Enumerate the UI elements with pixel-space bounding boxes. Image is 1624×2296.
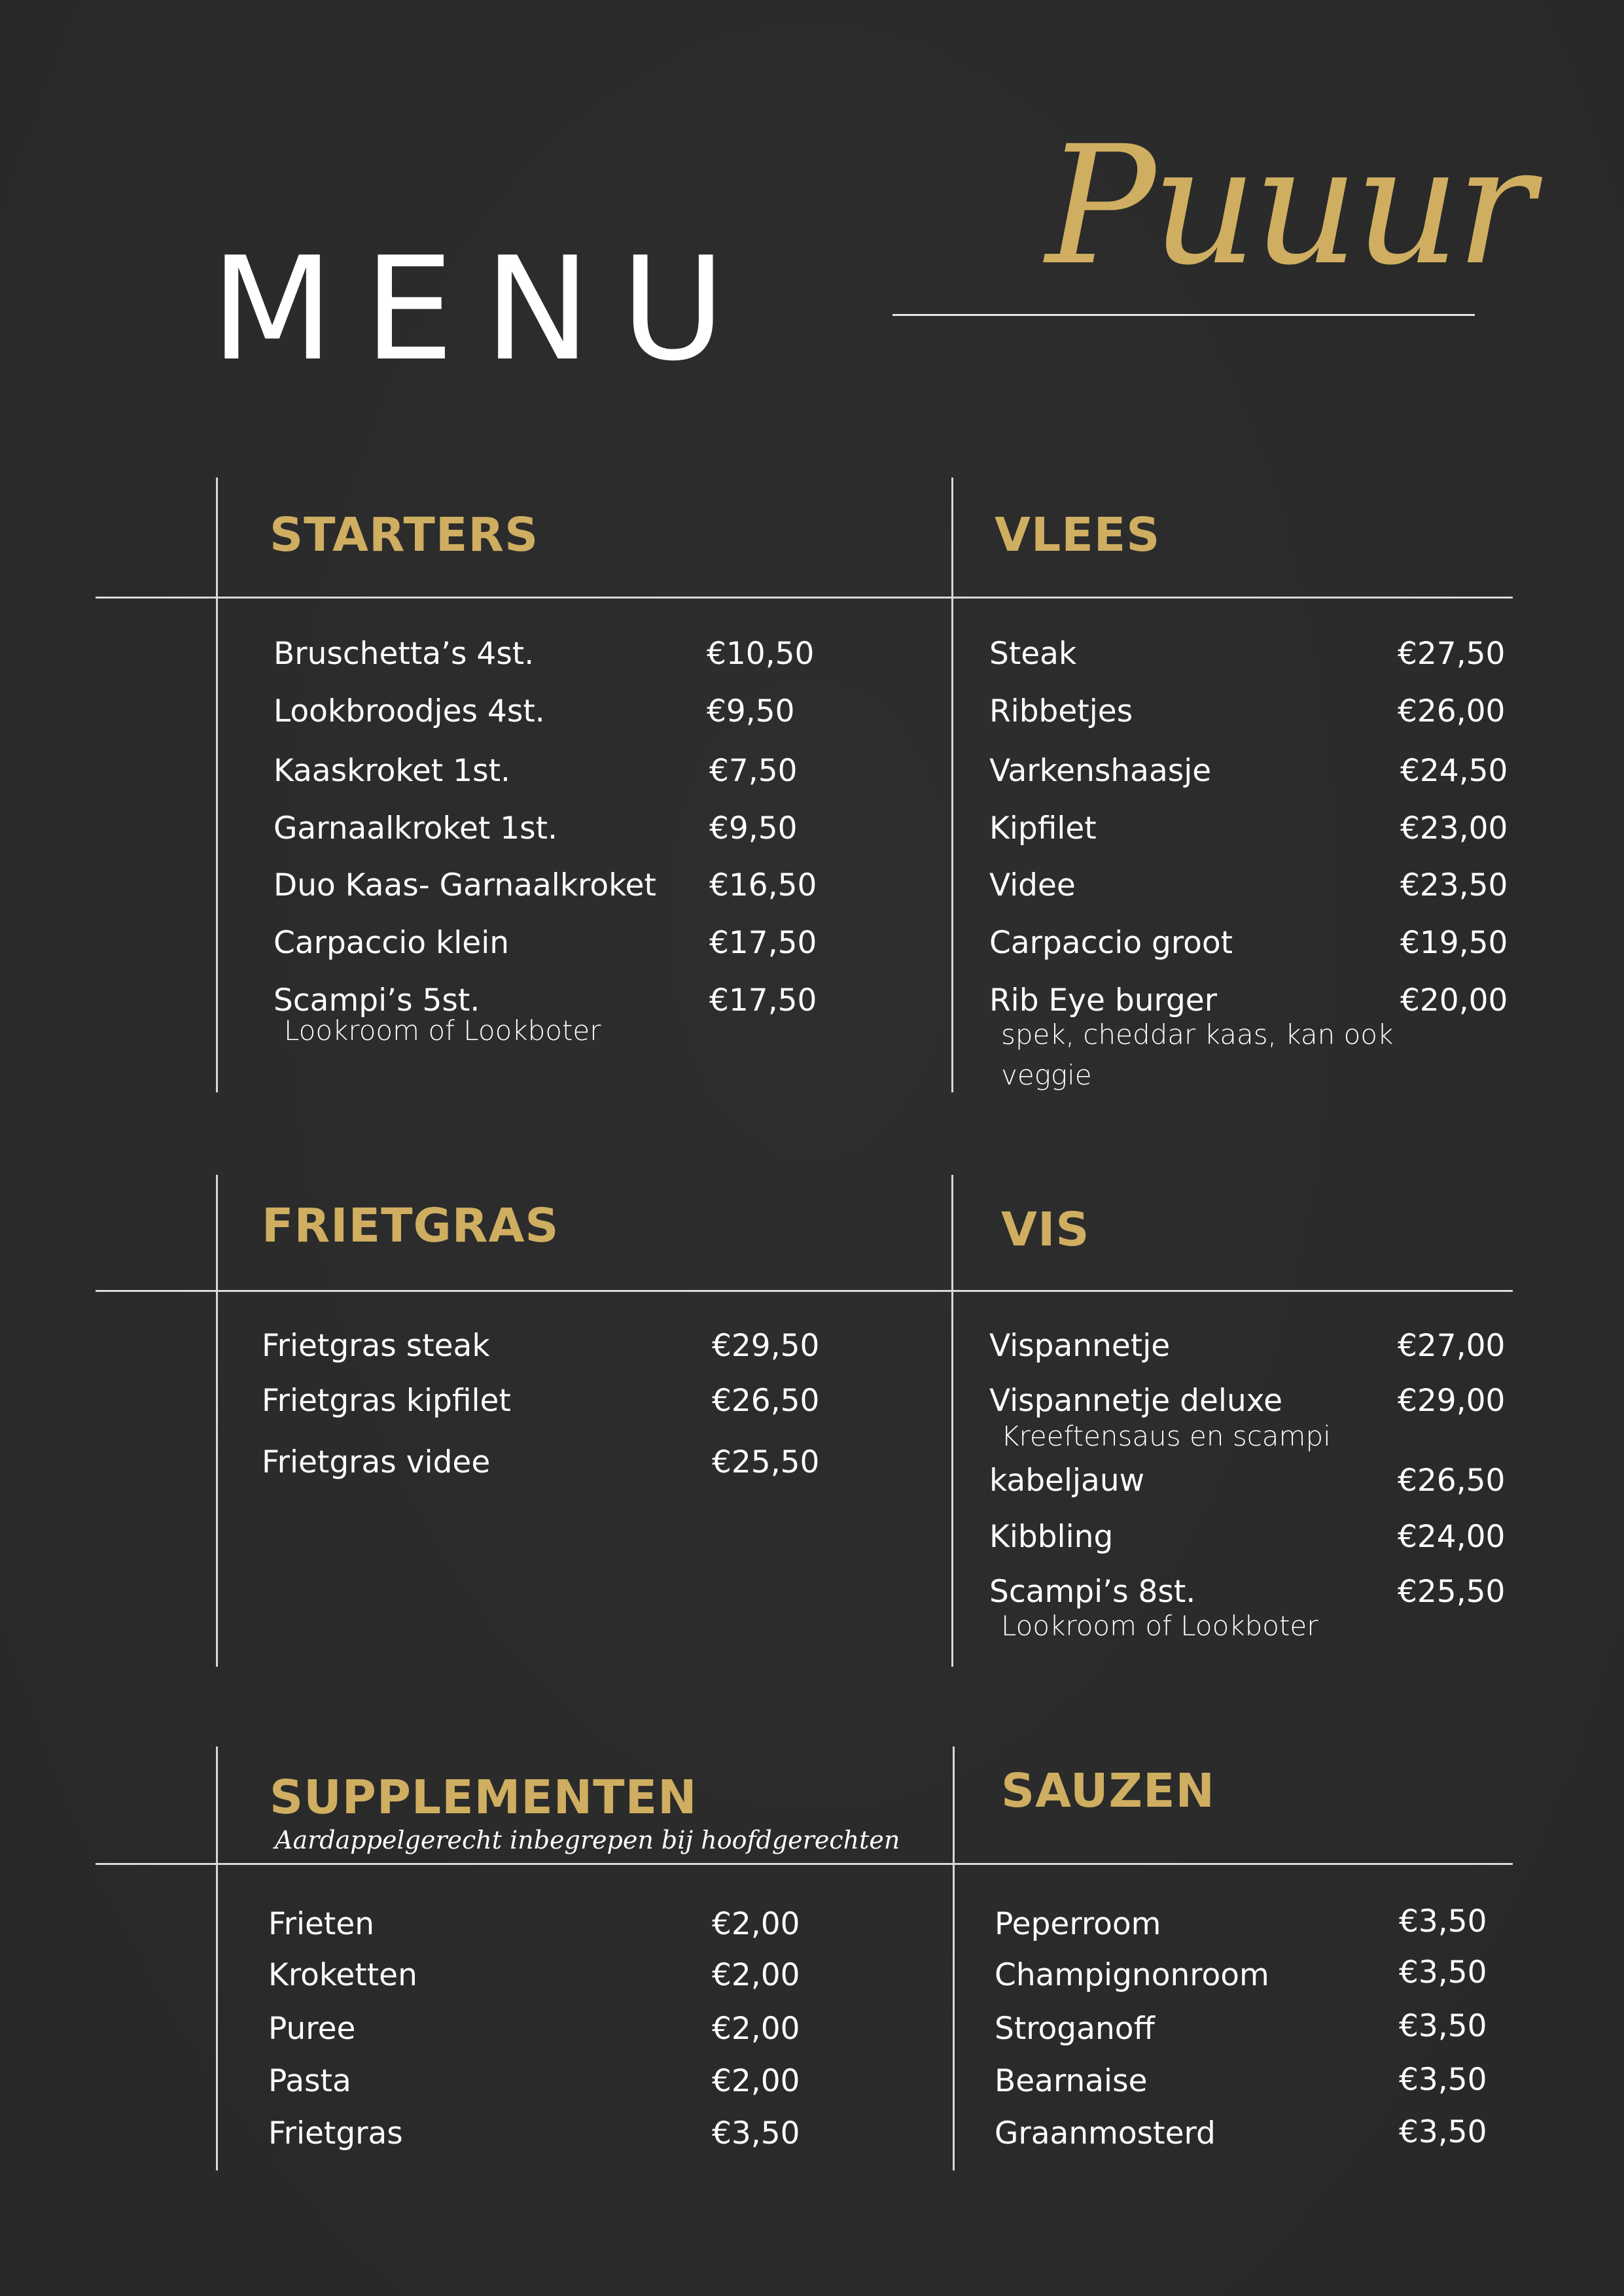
divider-starters-left [216, 478, 218, 1092]
menu-item-note: Kreeftensaus en scampi [1001, 1420, 1331, 1452]
brand-underline [892, 314, 1475, 316]
menu-item-price: €3,50 [1399, 2008, 1487, 2044]
brand-logo: Puuur [1046, 111, 1530, 301]
menu-item-price: €2,00 [712, 1957, 800, 1993]
menu-item-name: Peperroom [995, 1906, 1161, 1942]
section-title-frietgras: FRIETGRAS [262, 1198, 559, 1253]
menu-item-price: €20,00 [1400, 983, 1508, 1018]
menu-item-name: Varkenshaasje [989, 753, 1212, 789]
menu-item-name: Frieten [268, 1906, 375, 1942]
menu-item-note: Lookroom of Lookboter [284, 1015, 601, 1047]
menu-item-price: €9,50 [709, 810, 798, 846]
menu-item-name: Kaaskroket 1st. [274, 753, 510, 789]
menu-item-note: Lookroom of Lookboter [1001, 1610, 1318, 1642]
menu-item-name: Carpaccio groot [989, 925, 1233, 961]
menu-item-name: Duo Kaas- Garnaalkroket [274, 867, 656, 903]
menu-item-price: €23,50 [1400, 867, 1508, 903]
menu-item-price: €3,50 [1399, 2062, 1487, 2098]
menu-item-price: €29,50 [712, 1328, 820, 1364]
menu-item-price: €3,50 [712, 2115, 800, 2151]
section-title-starters: STARTERS [270, 508, 539, 562]
menu-item-price: €2,00 [712, 2063, 800, 2099]
menu-item-name: Videe [989, 867, 1076, 903]
menu-item-name: Scampi’s 8st. [989, 1574, 1196, 1610]
rule-starters [96, 597, 1513, 599]
divider-supplementen-middle [953, 1747, 955, 2170]
menu-item-name: Kibbling [989, 1519, 1114, 1555]
section-title-sauzen: SAUZEN [1001, 1764, 1215, 1818]
menu-item-name: Vispannetje [989, 1328, 1171, 1364]
menu-item-price: €19,50 [1400, 925, 1508, 961]
menu-item-price: €25,50 [712, 1444, 820, 1480]
menu-item-price: €3,50 [1399, 1904, 1487, 1939]
menu-item-name: Kipfilet [989, 810, 1097, 846]
divider-frietgras-left [216, 1175, 218, 1667]
menu-item-price: €16,50 [709, 867, 817, 903]
menu-item-name: Rib Eye burger [989, 983, 1218, 1018]
menu-item-name: Graanmosterd [995, 2115, 1216, 2151]
divider-frietgras-middle [951, 1175, 953, 1667]
menu-item-name: Bearnaise [995, 2063, 1148, 2099]
menu-item-price: €23,00 [1400, 810, 1508, 846]
menu-item-name: Garnaalkroket 1st. [274, 810, 558, 846]
menu-item-name: Frietgras videe [262, 1444, 491, 1480]
menu-item-name: Puree [268, 2011, 356, 2047]
menu-item-price: €27,50 [1398, 636, 1506, 672]
menu-item-price: €2,00 [712, 2011, 800, 2047]
menu-item-name: Scampi’s 5st. [274, 983, 480, 1018]
menu-item-price: €29,00 [1398, 1383, 1506, 1419]
menu-item-price: €3,50 [1399, 1955, 1487, 1991]
menu-item-name: Bruschetta’s 4st. [274, 636, 535, 672]
menu-item-price: €10,50 [707, 636, 815, 672]
menu-item-name: Steak [989, 636, 1077, 672]
menu-item-note: veggie [1001, 1059, 1092, 1091]
menu-item-price: €9,50 [707, 693, 795, 729]
menu-item-name: Stroganoff [995, 2011, 1155, 2047]
menu-item-note: spek, cheddar kaas, kan ook [1001, 1018, 1394, 1051]
menu-item-name: Frietgras kipfilet [262, 1383, 511, 1419]
menu-item-name: Kroketten [268, 1957, 417, 1993]
divider-starters-middle [951, 478, 953, 1092]
section-title-supplementen: SUPPLEMENTEN [270, 1770, 697, 1824]
rule-frietgras [96, 1290, 1513, 1292]
section-title-vis: VIS [1001, 1202, 1090, 1257]
menu-item-price: €17,50 [709, 925, 817, 961]
menu-item-price: €2,00 [712, 1906, 800, 1942]
menu-item-price: €26,50 [712, 1383, 820, 1419]
rule-supplementen [96, 1863, 1513, 1865]
menu-item-name: Ribbetjes [989, 693, 1133, 729]
section-subtitle-supplementen: Aardappelgerecht inbegrepen bij hoofdgerechten [275, 1826, 900, 1854]
menu-item-name: Frietgras steak [262, 1328, 490, 1364]
menu-item-name: Frietgras [268, 2115, 403, 2151]
divider-supplementen-left [216, 1747, 218, 2170]
section-title-vlees: VLEES [995, 508, 1161, 562]
menu-item-name: Vispannetje deluxe [989, 1383, 1283, 1419]
menu-item-name: kabeljauw [989, 1463, 1145, 1499]
menu-item-price: €26,50 [1398, 1463, 1506, 1499]
menu-item-name: Lookbroodjes 4st. [274, 693, 545, 729]
menu-item-price: €7,50 [709, 753, 798, 789]
menu-item-name: Pasta [268, 2063, 351, 2099]
menu-item-name: Carpaccio klein [274, 925, 510, 961]
menu-item-price: €24,00 [1398, 1519, 1506, 1555]
menu-item-price: €3,50 [1399, 2114, 1487, 2150]
menu-item-price: €26,00 [1398, 693, 1506, 729]
menu-item-price: €17,50 [709, 983, 817, 1018]
menu-item-price: €24,50 [1400, 753, 1508, 789]
menu-item-price: €27,00 [1398, 1328, 1506, 1364]
menu-item-price: €25,50 [1398, 1574, 1506, 1610]
menu-item-name: Champignonroom [995, 1957, 1269, 1993]
menu-title: MENU [211, 227, 756, 392]
